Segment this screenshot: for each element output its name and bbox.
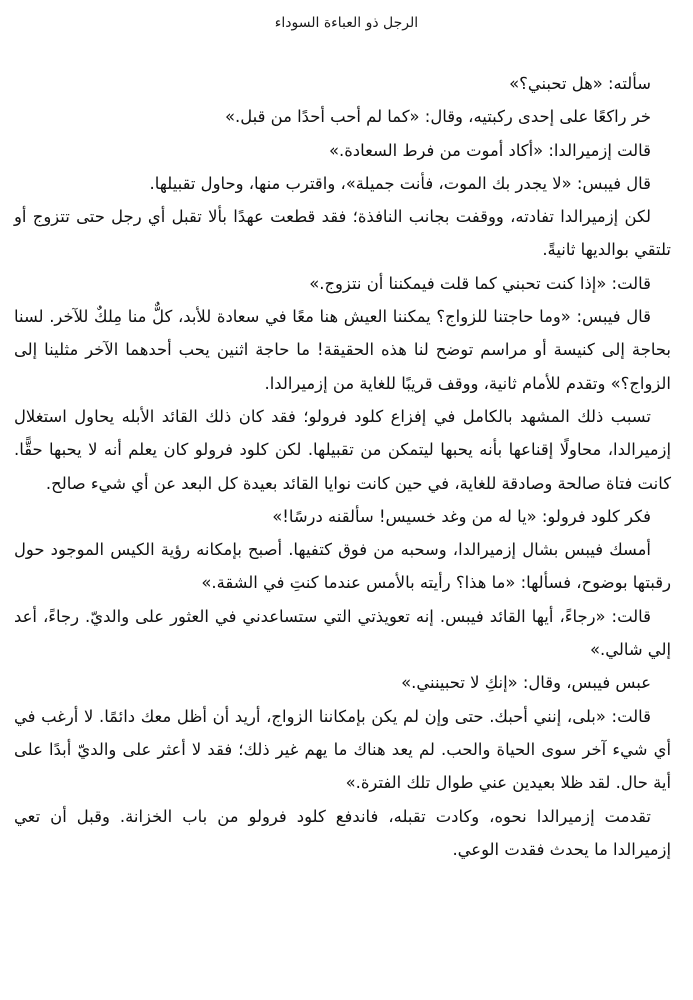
paragraph: فكر كلود فرولو: «يا له من وغد خسيس! سألقنه درسًا!» [272, 506, 651, 526]
running-title: الرجل ذو العباءة السوداء [274, 15, 419, 31]
paragraph: سألته: «هل تحبني؟» [509, 74, 651, 93]
paragraph: قال فيبس: «لا يجدر بك الموت، فأنت جميلة»، واقترب منها، وحاول تقبيلها. [149, 173, 651, 193]
paragraph: خر راكعًا على إحدى ركبتيه، وقال: «كما لم أحب أحدًا من قبل.» [225, 107, 651, 127]
paragraph: قالت: «إذا كنت تحبني كما قلت فيمكننا أن نتزوج.» [309, 273, 651, 293]
body-text [14, 67, 671, 866]
paragraph: قالت إزميرالدا: «أكاد أموت من فرط السعادة.» [328, 140, 651, 160]
paragraph: تقدمت إزميرالدا نحوه، وكادت تقبله، فاندفع كلود فرولو من باب الخزانة. وقبل أن تعي إزميرالدا ما يحدث فقدت الوعي. [14, 806, 671, 859]
paragraph: قالت: «بلى، إنني أحبك. حتى وإن لم يكن بإمكاننا الزواج، أريد أن أظل معك دائمًا. لا أرغب في أي شيء آخر سوى الحياة والحب. لم يعد هناك ما يهم غير ذلك؛ فقد لا أعثر على والديّ أبدًا على أية حال. لقد ظلا بعيدين عني طوال تلك الفترة.» [14, 706, 671, 793]
paragraph: قالت: «رجاءً، أيها القائد فيبس. إنه تعويذتي التي ستساعدني في العثور على والديّ. رجاءً، أعد إلي شالي.» [14, 606, 671, 660]
paragraph: لكن إزميرالدا تفادته، ووقفت بجانب النافذة؛ فقد قطعت عهدًا بألا تقبل أي رجل حتى تتزوج أو تلتقي بوالديها ثانيةً. [14, 207, 671, 260]
paragraph: قال فيبس: «وما حاجتنا للزواج؟ يمكننا العيش هنا معًا في سعادة للأبد، كلٌّ منا مِلكٌ للآخر. لسنا بحاجة إلى كنيسة أو مراسم توضح لنا هذه الحقيقة! ما حاجة اثنين يحب أحدهما الآخر مثلينا إلى الزواج؟» وتقدم للأمام ثانية، ووقف قريبًا للغاية من إزميرالدا. [14, 307, 671, 393]
paragraph: عبس فيبس، وقال: «إنكِ لا تحبينني.» [401, 673, 651, 693]
paragraph: أمسك فيبس بشال إزميرالدا، وسحبه من فوق كتفيها. أصبح بإمكانه رؤية الكيس الموجود حول رقبتها بوضوح، فسألها: «ما هذا؟ رأيته بالأمس عندما كنتِ في الشقة.» [14, 540, 671, 593]
paragraph: تسبب ذلك المشهد بالكامل في إفزاع كلود فرولو؛ فقد كان ذلك القائد الأبله يحاول استغلال إزميرالدا، محاولًا إقناعها بأنه يحبها ليتمكن من تقبيلها. لكن كلود فرولو كان يعلم أنه لا يحبها حقًّا. كانت فتاة صالحة وصادقة للغاية، في حين كانت نوايا القائد بعيدة كل البعد عن أي شيء صالح. [14, 406, 671, 493]
